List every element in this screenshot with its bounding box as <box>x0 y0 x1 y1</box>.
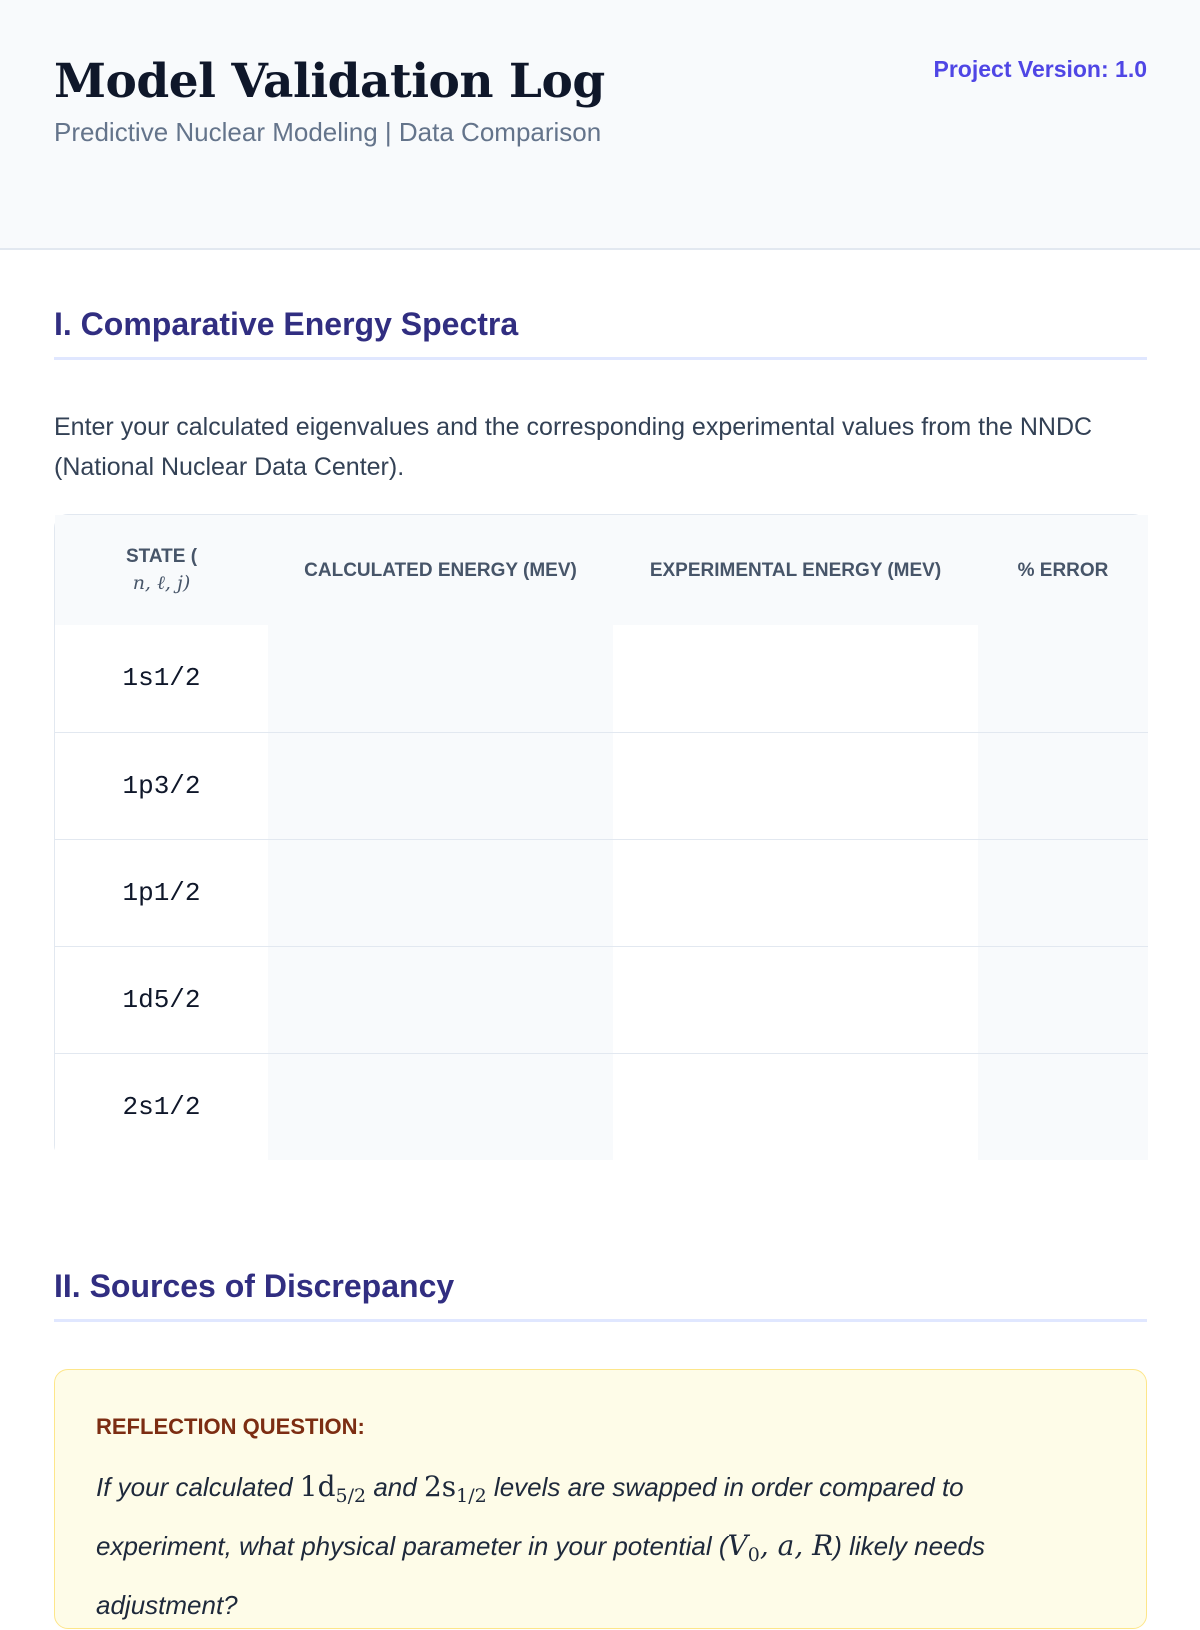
column-header-experimental: EXPERIMENTAL ENERGY (MEV) <box>649 559 942 581</box>
experimental-energy-cell[interactable] <box>613 1053 978 1160</box>
percent-error-cell[interactable] <box>978 1053 1148 1160</box>
math-base: V <box>727 1529 748 1562</box>
state-header-label: STATE ( <box>125 546 198 567</box>
math-subscript: 0 <box>747 1544 760 1566</box>
experimental-energy-cell[interactable] <box>613 625 978 732</box>
table-row <box>55 839 1148 946</box>
calculated-energy-cell[interactable] <box>268 625 613 732</box>
header <box>0 0 1200 250</box>
table-row <box>55 1053 1148 1160</box>
calculated-energy-cell[interactable] <box>268 1053 613 1160</box>
table-row <box>55 732 1148 839</box>
question-text: levels are swapped in order compared to experiment, what physical parameter in your potential ( <box>96 1472 964 1561</box>
callout-label: REFLECTION QUESTION: <box>96 1414 365 1439</box>
column-header-state <box>55 515 268 625</box>
math-base: 2s <box>423 1470 457 1503</box>
page-subtitle: Predictive Nuclear Modeling | Data Comparison <box>54 117 602 147</box>
page-title: Model Validation Log <box>54 54 605 109</box>
energy-spectra-table <box>54 514 1147 1159</box>
math-subscript: 5/2 <box>335 1485 367 1507</box>
calculated-energy-cell[interactable] <box>268 732 613 839</box>
math-base: 1d <box>299 1470 336 1503</box>
experimental-energy-cell[interactable] <box>613 946 978 1053</box>
percent-error-cell[interactable] <box>978 946 1148 1053</box>
question-text: If your calculated <box>96 1472 300 1502</box>
table-row <box>55 946 1148 1053</box>
table-header-row <box>55 515 1148 625</box>
question-text: ) likely needs adjustment? <box>96 1531 985 1620</box>
math-rest: , a, R <box>759 1529 834 1562</box>
percent-error-cell[interactable] <box>978 732 1148 839</box>
state-cell: 1d5/2 <box>55 946 268 1053</box>
reflection-question <box>96 1462 1106 1630</box>
calculated-energy-cell[interactable] <box>268 946 613 1053</box>
math-term <box>299 1470 367 1507</box>
question-text: and <box>366 1472 424 1502</box>
state-cell: 1s1/2 <box>55 625 268 732</box>
section-title-energy-spectra: I. Comparative Energy Spectra <box>54 306 1147 360</box>
section-title-discrepancy: II. Sources of Discrepancy <box>54 1268 1147 1322</box>
state-cell: 1p1/2 <box>55 839 268 946</box>
experimental-energy-cell[interactable] <box>613 839 978 946</box>
percent-error-cell[interactable] <box>978 839 1148 946</box>
column-header-error: % ERROR <box>1017 559 1109 581</box>
state-cell: 1p3/2 <box>55 732 268 839</box>
table-row <box>55 625 1148 732</box>
section-intro: Enter your calculated eigenvalues and the corresponding experimental values from the NNDC (National Nuclear Data Center). <box>54 413 1093 481</box>
reflection-callout <box>54 1369 1147 1629</box>
state-header-math: n, ℓ, j) <box>132 572 191 594</box>
math-subscript: 1/2 <box>456 1485 487 1507</box>
state-cell: 2s1/2 <box>55 1053 268 1160</box>
math-term <box>423 1470 487 1507</box>
calculated-energy-cell[interactable] <box>268 839 613 946</box>
experimental-energy-cell[interactable] <box>613 732 978 839</box>
percent-error-cell[interactable] <box>978 625 1148 732</box>
project-version: Project Version: 1.0 <box>933 56 1147 82</box>
math-term <box>727 1529 834 1566</box>
column-header-calculated: CALCULATED ENERGY (MEV) <box>304 559 577 581</box>
